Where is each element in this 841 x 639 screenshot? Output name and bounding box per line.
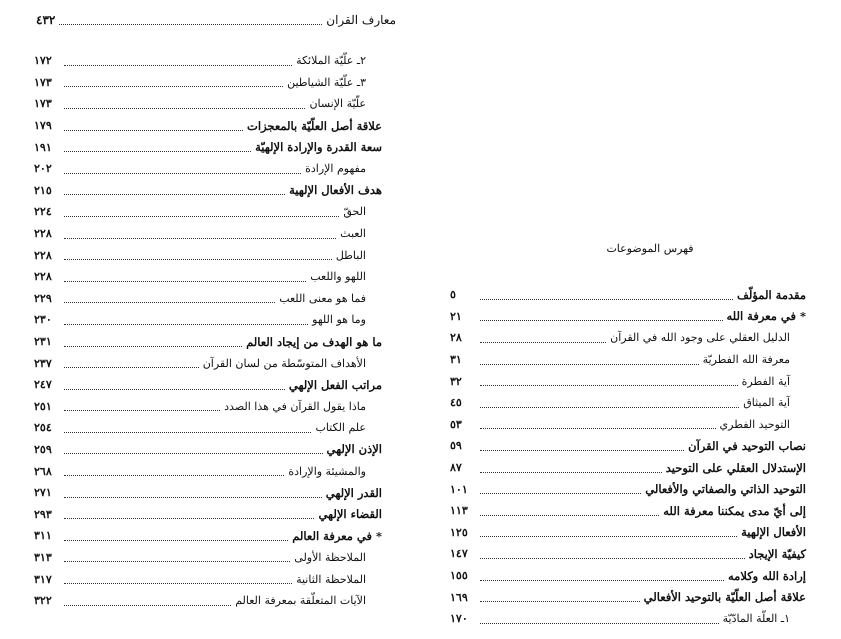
toc-entry-label: آية الفطرة — [741, 374, 790, 388]
toc-entry — [34, 374, 382, 396]
toc-entry-label: كيفيّة الإيجاد — [748, 546, 806, 561]
left-page — [0, 0, 420, 639]
toc-entry-label: وما هو اللهو — [312, 313, 366, 327]
dot-leader — [64, 99, 305, 109]
toc-entry-label: اللهو واللعب — [310, 270, 366, 284]
toc-entry-label: الملاحظة الأولى — [294, 550, 366, 564]
toc-entry — [34, 590, 382, 612]
page-number: ٤٣٢ — [36, 13, 56, 27]
toc-entry-label: القدر الإلهي — [325, 485, 382, 500]
dot-leader — [64, 77, 283, 87]
dot-leader — [64, 574, 292, 584]
toc-entry-page: ٣١٧ — [34, 572, 52, 586]
dot-leader — [64, 272, 306, 282]
toc-entry — [450, 327, 806, 349]
dot-leader — [480, 290, 733, 300]
toc-entry — [34, 460, 382, 482]
dot-leader — [480, 355, 699, 365]
dot-leader — [480, 376, 738, 386]
toc-entry-page: ٢٣١ — [34, 335, 52, 349]
toc-entry — [34, 223, 382, 245]
toc-entry-label: إلى أيّ مدى يمكننا معرفة الله — [663, 503, 806, 518]
toc-entry-label: معرفة الله الفطريّة — [702, 353, 790, 367]
dot-leader — [64, 250, 332, 260]
dot-leader — [480, 398, 739, 408]
toc-entry-label: مراتب الفعل الإلهي — [288, 377, 382, 392]
toc-entry-page: ١٧٩ — [34, 119, 52, 133]
toc-entry-label: * في معرفة العالم — [292, 528, 382, 543]
toc-list-left — [34, 50, 382, 611]
toc-entry — [34, 136, 382, 158]
toc-entry-page: ٢٩٣ — [34, 507, 52, 521]
toc-entry — [34, 266, 382, 288]
toc-entry-page: ٣١٣ — [34, 550, 52, 564]
toc-entry — [450, 284, 806, 306]
toc-entry — [34, 396, 382, 418]
dot-leader — [480, 614, 719, 624]
toc-entry-page: ٢٢٤ — [34, 205, 52, 219]
toc-entry — [450, 392, 806, 414]
dot-leader — [64, 509, 314, 519]
toc-entry-page: ١٠١ — [450, 482, 468, 496]
toc-entry — [450, 478, 806, 500]
toc-entry-page: ١٧٠ — [450, 612, 468, 626]
dot-leader — [64, 337, 242, 347]
toc-entry-page: ٢١٥ — [34, 183, 52, 197]
dot-leader — [480, 441, 684, 451]
toc-entry — [34, 417, 382, 439]
toc-entry-label: ٣ـ علّيّة الشياطين — [287, 75, 366, 89]
toc-entry — [34, 568, 382, 590]
toc-entry-label: * في معرفة الله — [726, 309, 806, 324]
toc-entry-page: ٢٧١ — [34, 486, 52, 500]
toc-entry-label: الأهداف المتوسّطة من لسان القرآن — [202, 356, 366, 370]
toc-entry-page: ١٤٧ — [450, 547, 468, 561]
toc-entry-label: علاقة أصل العلّيّة بالتوحيد الأفعالي — [643, 590, 806, 605]
toc-entry — [450, 414, 806, 436]
toc-entry-page: ٥ — [450, 288, 456, 302]
toc-entry — [450, 306, 806, 328]
toc-entry-page: ٢٨ — [450, 331, 462, 345]
dot-leader — [64, 315, 308, 325]
toc-entry-page: ٢٣٠ — [34, 313, 52, 327]
toc-entry-page: ٣١١ — [34, 529, 52, 543]
toc-entry-label: فما هو معنى اللعب — [279, 291, 366, 305]
toc-entry-page: ٢٢٨ — [34, 270, 52, 284]
dot-leader — [480, 311, 723, 321]
toc-entry-label: الباطل — [335, 248, 366, 262]
toc-entry — [34, 288, 382, 310]
dot-leader — [480, 419, 716, 429]
toc-entry — [34, 115, 382, 137]
toc-entry-label: ٢ـ علّيّة الملائكة — [296, 54, 366, 68]
dot-leader — [480, 527, 737, 537]
toc-entry-label: الآيات المتعلّقة بمعرفة العالم — [235, 594, 366, 608]
toc-entry — [34, 482, 382, 504]
toc-entry — [34, 309, 382, 331]
toc-entry — [34, 158, 382, 180]
toc-entry-label: التوحيد الفطري — [719, 417, 790, 431]
toc-entry — [34, 50, 382, 72]
toc-entry-page: ١٧٢ — [34, 54, 52, 68]
toc-entry-label: ١ـ العلّة المادّيّة — [722, 612, 790, 626]
toc-entry — [450, 565, 806, 587]
toc-entry — [34, 352, 382, 374]
toc-entry-page: ١٢٥ — [450, 525, 468, 539]
toc-entry — [450, 435, 806, 457]
toc-entry-page: ٢٥١ — [34, 399, 52, 413]
toc-entry-label: ما هو الهدف من إيجاد العالم — [246, 334, 382, 349]
toc-entry-label: والمشيئة والإرادة — [288, 464, 366, 478]
dot-leader — [480, 463, 662, 473]
toc-entry — [34, 547, 382, 569]
toc-entry-page: ١٥٥ — [450, 569, 468, 583]
toc-entry — [450, 349, 806, 371]
toc-entry-label: الأفعال الإلهية — [741, 525, 806, 540]
toc-entry-page: ٢٢٩ — [34, 291, 52, 305]
toc-entry — [34, 331, 382, 353]
toc-entry — [450, 608, 806, 630]
dot-leader — [64, 596, 231, 606]
dot-leader — [480, 506, 659, 516]
dot-leader — [64, 444, 323, 454]
toc-entry-page: ٣١ — [450, 353, 462, 367]
toc-entry — [34, 503, 382, 525]
toc-entry-label: ماذا يقول القرآن في هذا الصدد — [224, 399, 366, 413]
toc-entry — [34, 72, 382, 94]
toc-entry-page: ١٧٣ — [34, 97, 52, 111]
toc-entry-page: ٢١ — [450, 309, 462, 323]
dot-leader — [480, 549, 745, 559]
dot-leader — [64, 488, 322, 498]
toc-entry-label: مفهوم الإرادة — [305, 162, 366, 176]
toc-entry — [450, 457, 806, 479]
toc-entry-page: ٣٢٢ — [34, 594, 52, 608]
toc-entry — [34, 180, 382, 202]
toc-entry-label: التوحيد الذاتي والصفاتي والأفعالي — [645, 482, 806, 497]
toc-entry — [34, 244, 382, 266]
toc-entry — [34, 525, 382, 547]
toc-entry — [34, 439, 382, 461]
toc-entry-page: ٢٢٨ — [34, 248, 52, 262]
toc-entry-page: ٢٠٢ — [34, 162, 52, 176]
dot-leader — [64, 423, 311, 433]
toc-entry-label: نصاب التوحيد في القرآن — [688, 438, 806, 453]
toc-entry-page: ٢٥٩ — [34, 442, 52, 456]
dot-leader — [480, 333, 606, 343]
toc-entry-label: هدف الأفعال الإلهية — [289, 183, 382, 198]
dot-leader — [59, 15, 322, 25]
toc-entry-label: مقدمة المؤلّف — [736, 287, 806, 302]
running-head-title: معارف القران — [326, 13, 396, 27]
toc-title: فهرس الموضوعات — [606, 242, 694, 255]
dot-leader — [64, 401, 220, 411]
running-head — [36, 10, 396, 30]
dot-leader — [64, 207, 339, 217]
toc-entry-page: ١١٣ — [450, 504, 468, 518]
toc-entry-page: ١٩١ — [34, 140, 52, 154]
toc-entry-page: ١٧٣ — [34, 75, 52, 89]
dot-leader — [480, 571, 724, 581]
dot-leader — [64, 56, 292, 66]
dot-leader — [64, 293, 275, 303]
dot-leader — [64, 358, 199, 368]
toc-entry-label: الإذن الإلهي — [326, 442, 382, 457]
toc-entry-label: الإستدلال العقلي على التوحيد — [665, 460, 806, 475]
dot-leader — [64, 142, 251, 152]
toc-entry-page: ٢٣٧ — [34, 356, 52, 370]
dot-leader — [64, 531, 288, 541]
toc-entry-page: ٣٢ — [450, 374, 462, 388]
toc-entry-label: آية الميثاق — [743, 396, 790, 410]
toc-entry — [34, 93, 382, 115]
dot-leader — [64, 380, 285, 390]
toc-entry-label: الحقّ — [343, 205, 366, 219]
dot-leader — [64, 121, 243, 131]
toc-entry-page: ٢٤٧ — [34, 378, 52, 392]
dot-leader — [480, 484, 641, 494]
dot-leader — [64, 552, 290, 562]
dot-leader — [64, 164, 301, 174]
toc-entry-label: العبث — [340, 227, 366, 241]
toc-entry — [34, 201, 382, 223]
dot-leader — [64, 229, 336, 239]
toc-entry-page: ٨٧ — [450, 461, 462, 475]
toc-entry-page: ٢٢٨ — [34, 227, 52, 241]
toc-entry-page: ٤٥ — [450, 396, 462, 410]
toc-entry-label: سعة القدرة والإرادة الإلهيّة — [255, 140, 382, 155]
toc-entry — [450, 586, 806, 608]
toc-entry-label: علّيّة الإنسان — [309, 97, 366, 111]
dot-leader — [64, 466, 284, 476]
toc-entry-label: إرادة الله وكلامه — [728, 568, 806, 583]
toc-entry — [450, 500, 806, 522]
toc-entry-page: ١٦٩ — [450, 590, 468, 604]
toc-entry-label: الدليل العقلي على وجود الله في القرآن — [610, 331, 790, 345]
toc-entry-label: الملاحظة الثانية — [296, 572, 366, 586]
toc-entry — [450, 522, 806, 544]
toc-entry-page: ٥٩ — [450, 439, 462, 453]
toc-entry-page: ٢٥٤ — [34, 421, 52, 435]
toc-list-right — [450, 284, 806, 630]
toc-entry-page: ٢٦٨ — [34, 464, 52, 478]
toc-entry-label: علاقة أصل العلّيّة بالمعجزات — [247, 118, 382, 133]
dot-leader — [480, 592, 640, 602]
right-page — [420, 0, 841, 639]
toc-entry — [450, 370, 806, 392]
toc-entry — [450, 543, 806, 565]
toc-entry-page: ٥٣ — [450, 417, 462, 431]
toc-entry-label: علم الكتاب — [315, 421, 366, 435]
dot-leader — [64, 185, 285, 195]
toc-entry-label: القضاء الإلهي — [318, 507, 382, 522]
